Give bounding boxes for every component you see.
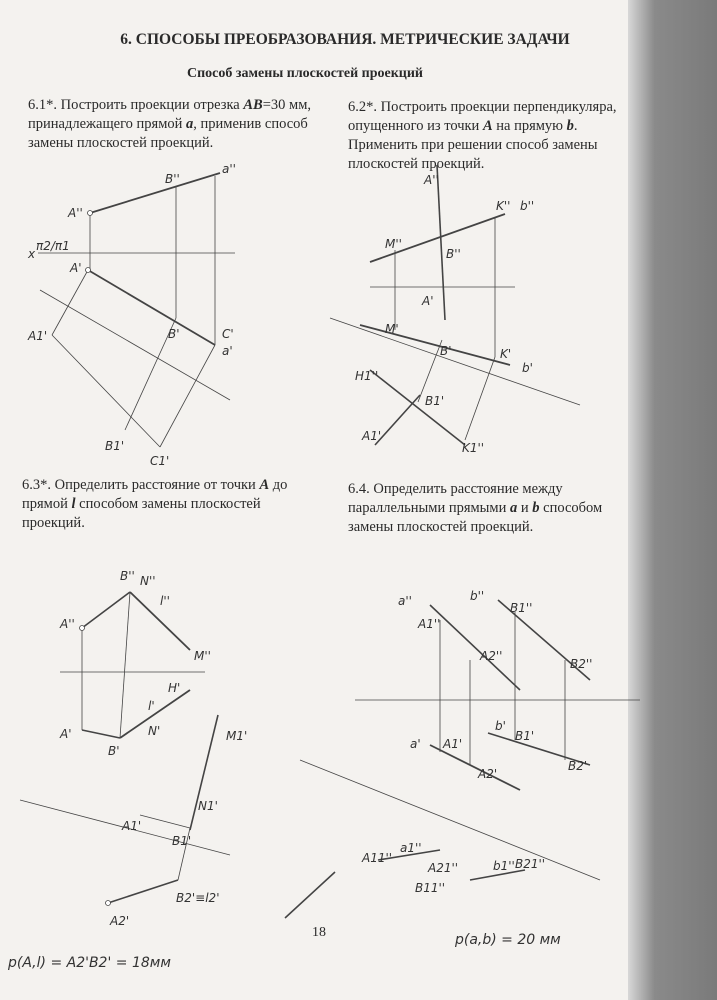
- point-label: M1': [226, 729, 248, 743]
- point-label: A'': [68, 206, 83, 220]
- point-label: A21'': [428, 861, 459, 875]
- task-6-2: 6.2*. Построить проекции перпендикуляра, опущенного из точки A на прямую b. Применить при решении способ замены плоскостей проекций.: [348, 99, 617, 172]
- point-label: M'': [385, 237, 402, 251]
- drawing-6-3: [20, 592, 230, 906]
- point-label: b1'': [493, 859, 515, 873]
- point-label: B1': [425, 394, 445, 408]
- task-6-4: 6.4. Определить расстояние между параллельными прямыми a и b способом замены плоскостей проекций.: [348, 481, 603, 535]
- labels-6-1: [27, 162, 236, 468]
- point-label: B'': [120, 569, 135, 583]
- point-label: N': [148, 724, 161, 738]
- point-label: B21'': [515, 857, 546, 871]
- point-label: a1'': [400, 841, 422, 855]
- point-label: H1'': [355, 369, 379, 383]
- point-label: B1': [172, 834, 192, 848]
- point-label: A2'': [480, 649, 503, 663]
- point-label: A1'': [418, 617, 441, 631]
- point-label: M'': [194, 649, 211, 663]
- point-label: l'': [160, 594, 170, 608]
- point-label: b': [495, 719, 506, 733]
- point-label: A11'': [362, 851, 393, 865]
- result-6-3: p(A,l) = A2'B2' = 18мм: [8, 955, 171, 971]
- point-label: B2'': [570, 657, 593, 671]
- point-label: a': [222, 344, 233, 358]
- point-label: B': [440, 344, 452, 358]
- point-label: K'': [496, 199, 511, 213]
- page-number: 18: [312, 925, 326, 940]
- chapter-title: 6. СПОСОБЫ ПРЕОБРАЗОВАНИЯ. МЕТРИЧЕСКИЕ ЗАДАЧИ: [120, 31, 570, 48]
- point-label: x: [28, 247, 36, 261]
- point-label: A'': [424, 173, 439, 187]
- point-label: a'': [222, 162, 236, 176]
- labels-6-4: [361, 589, 592, 895]
- point-label: B2': [568, 759, 588, 773]
- point-label: B2'≡l2': [176, 891, 220, 905]
- point-label: K1'': [462, 441, 485, 455]
- task-6-1: 6.1*. Построить проекции отрезка AB=30 мм, принадлежащего прямой a, применив способ замены плоскостей проекций.: [28, 97, 311, 151]
- point-label: A1': [122, 819, 142, 833]
- point-label: K': [500, 347, 512, 361]
- point-label: A': [60, 727, 72, 741]
- point-label: B1'': [510, 601, 533, 615]
- point-label: b'': [470, 589, 485, 603]
- point-label: M': [385, 322, 399, 336]
- point-label: b'': [520, 199, 535, 213]
- point-label: A': [70, 261, 82, 275]
- point-label: H': [168, 681, 181, 695]
- point-label: C1': [150, 454, 170, 468]
- point-label: C': [222, 327, 234, 341]
- point-label: A1': [362, 429, 382, 443]
- point-label: A1': [28, 329, 48, 343]
- result-6-4: p(a,b) = 20 мм: [455, 932, 561, 948]
- section-title: Способ замены плоскостей проекций: [187, 66, 423, 81]
- point-label: B'': [446, 247, 461, 261]
- point-label: A2': [110, 914, 130, 928]
- point-label: B': [108, 744, 120, 758]
- labels-6-3: [59, 569, 247, 928]
- drawing-6-2: [330, 165, 580, 445]
- point-label: B1': [105, 439, 125, 453]
- point-label: l': [148, 699, 155, 713]
- point-label: N'': [140, 574, 156, 588]
- point-label: b': [522, 361, 533, 375]
- point-label: B11'': [415, 881, 446, 895]
- point-label: π2/π1: [36, 239, 70, 253]
- point-label: N1': [198, 799, 218, 813]
- point-label: A1': [443, 737, 463, 751]
- point-label: B'': [165, 172, 180, 186]
- point-label: B1': [515, 729, 535, 743]
- point-label: A2': [478, 767, 498, 781]
- point-label: B': [168, 327, 180, 341]
- point-label: A'': [60, 617, 75, 631]
- point-label: a': [410, 737, 421, 751]
- point-label: A': [422, 294, 434, 308]
- point-label: a'': [398, 594, 412, 608]
- task-6-3: 6.3*. Определить расстояние от точки A до прямой l способом замены плоскостей проекций.: [22, 477, 288, 531]
